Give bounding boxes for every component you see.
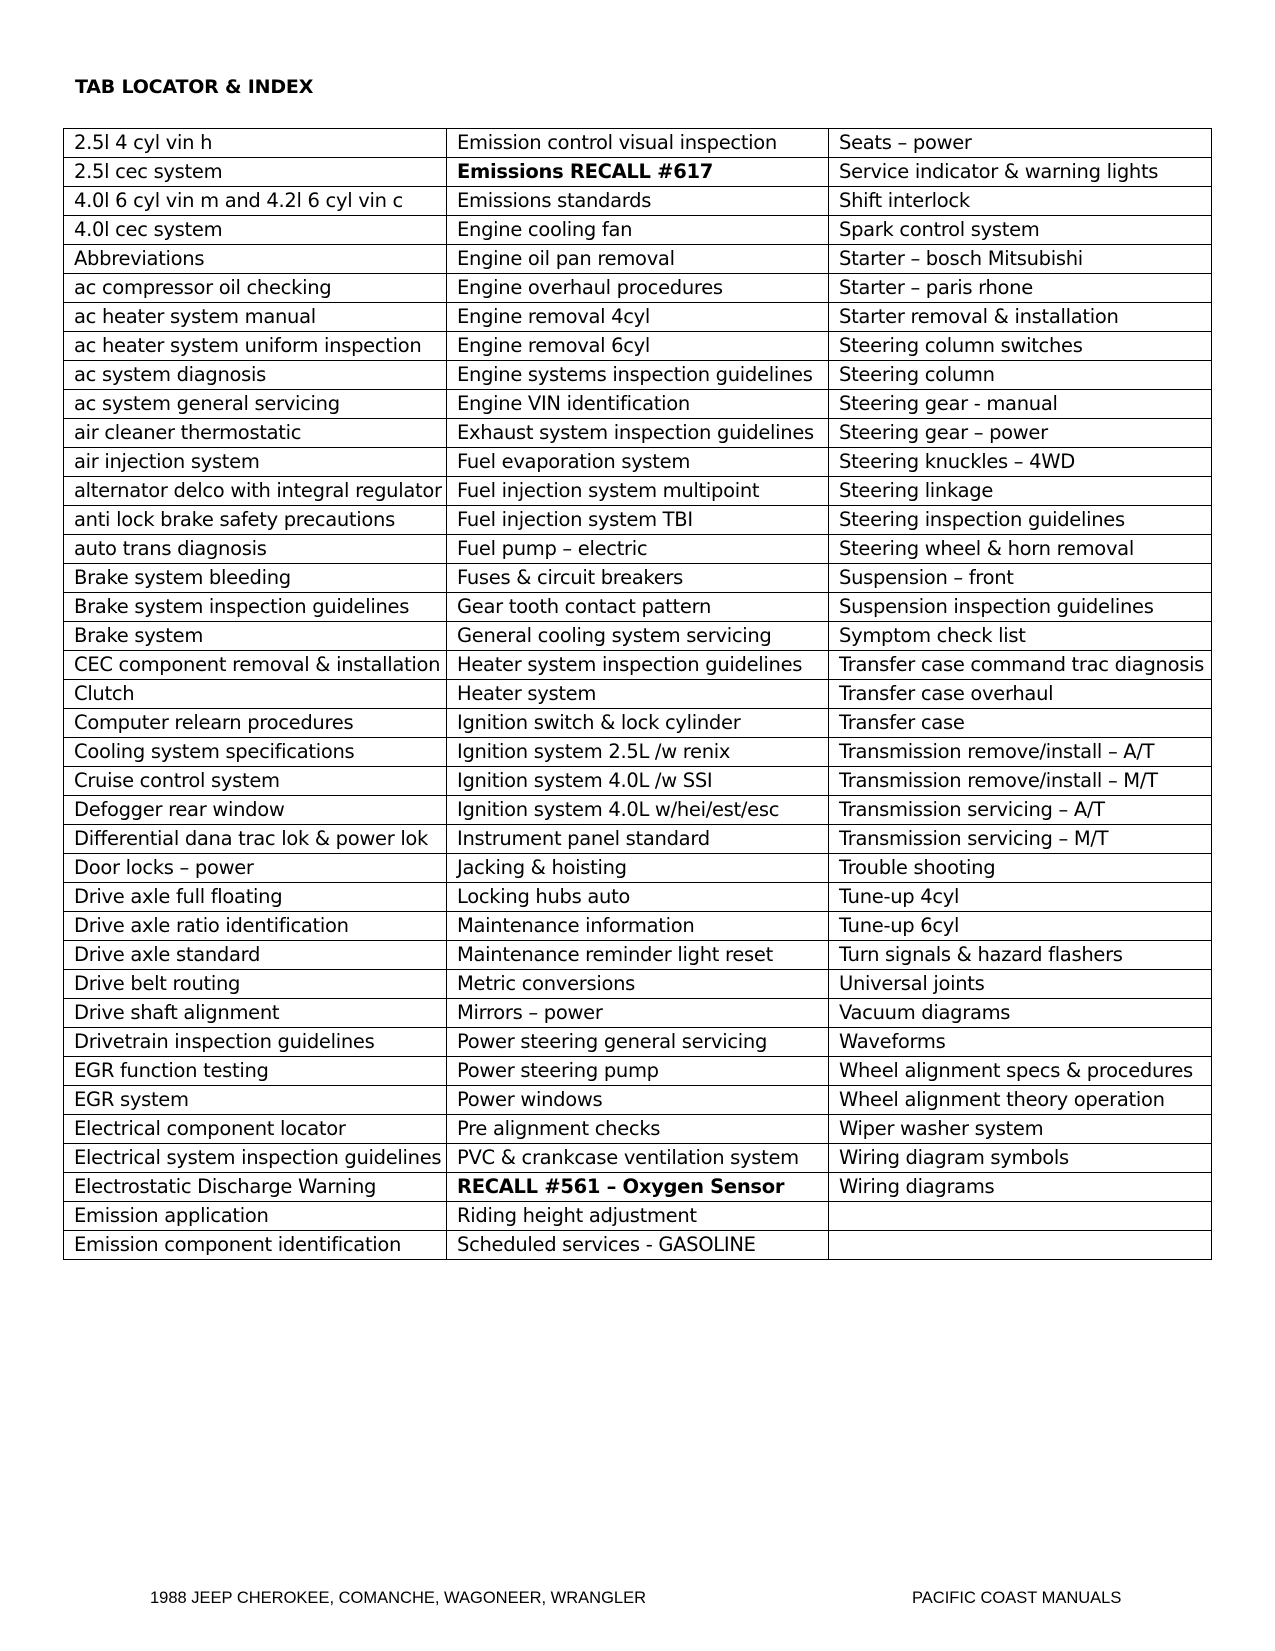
index-entry: Engine removal 6cyl <box>447 332 829 361</box>
table-row <box>64 912 1212 941</box>
index-entry: alternator delco with integral regulator <box>64 477 447 506</box>
index-entry: Engine systems inspection guidelines <box>447 361 829 390</box>
table-row <box>64 1086 1212 1115</box>
table-row <box>64 535 1212 564</box>
table-row <box>64 361 1212 390</box>
index-entry: Universal joints <box>829 970 1212 999</box>
index-entry: Engine overhaul procedures <box>447 274 829 303</box>
index-entry: Mirrors – power <box>447 999 829 1028</box>
index-entry: Abbreviations <box>64 245 447 274</box>
index-entry: Fuel injection system multipoint <box>447 477 829 506</box>
index-entry: EGR function testing <box>64 1057 447 1086</box>
index-entry: Door locks – power <box>64 854 447 883</box>
table-row <box>64 390 1212 419</box>
index-entry: Instrument panel standard <box>447 825 829 854</box>
page-title: TAB LOCATOR & INDEX <box>75 76 314 98</box>
index-entry: Riding height adjustment <box>447 1202 829 1231</box>
index-entry: Drive axle standard <box>64 941 447 970</box>
index-entry: 2.5l 4 cyl vin h <box>64 129 447 158</box>
index-entry: Steering wheel & horn removal <box>829 535 1212 564</box>
index-entry: Emission component identification <box>64 1231 447 1260</box>
table-row <box>64 448 1212 477</box>
index-entry: Starter – paris rhone <box>829 274 1212 303</box>
index-entry: Pre alignment checks <box>447 1115 829 1144</box>
index-entry: Brake system bleeding <box>64 564 447 593</box>
table-row <box>64 883 1212 912</box>
index-entry: Steering inspection guidelines <box>829 506 1212 535</box>
index-entry: Defogger rear window <box>64 796 447 825</box>
index-entry: Steering column <box>829 361 1212 390</box>
index-entry: Tune-up 4cyl <box>829 883 1212 912</box>
index-entry: Transfer case overhaul <box>829 680 1212 709</box>
table-row <box>64 564 1212 593</box>
index-entry: Engine removal 4cyl <box>447 303 829 332</box>
index-entry: ac system diagnosis <box>64 361 447 390</box>
table-row <box>64 941 1212 970</box>
index-entry: Metric conversions <box>447 970 829 999</box>
index-entry: Clutch <box>64 680 447 709</box>
table-row <box>64 709 1212 738</box>
index-entry: Fuel injection system TBI <box>447 506 829 535</box>
index-entry: Drive shaft alignment <box>64 999 447 1028</box>
index-entry: Scheduled services - GASOLINE <box>447 1231 829 1260</box>
index-entry: Engine cooling fan <box>447 216 829 245</box>
index-entry: Drivetrain inspection guidelines <box>64 1028 447 1057</box>
table-row <box>64 970 1212 999</box>
table-row <box>64 1202 1212 1231</box>
index-entry: Computer relearn procedures <box>64 709 447 738</box>
index-entry: Ignition system 4.0L /w SSI <box>447 767 829 796</box>
index-entry: 4.0l 6 cyl vin m and 4.2l 6 cyl vin c <box>64 187 447 216</box>
index-entry: Cooling system specifications <box>64 738 447 767</box>
index-entry: air injection system <box>64 448 447 477</box>
index-entry: Wiper washer system <box>829 1115 1212 1144</box>
index-entry: Emissions RECALL #617 <box>447 158 829 187</box>
index-entry: Spark control system <box>829 216 1212 245</box>
index-entry: Shift interlock <box>829 187 1212 216</box>
index-entry: 4.0l cec system <box>64 216 447 245</box>
index-entry: Symptom check list <box>829 622 1212 651</box>
table-row <box>64 651 1212 680</box>
table-row <box>64 593 1212 622</box>
table-row <box>64 303 1212 332</box>
index-entry: Transmission servicing – M/T <box>829 825 1212 854</box>
index-entry: Emission control visual inspection <box>447 129 829 158</box>
index-entry: Starter – bosch Mitsubishi <box>829 245 1212 274</box>
index-entry: Brake system <box>64 622 447 651</box>
table-row <box>64 825 1212 854</box>
index-entry: Steering gear – power <box>829 419 1212 448</box>
index-entry: Suspension inspection guidelines <box>829 593 1212 622</box>
table-row <box>64 999 1212 1028</box>
index-entry: Transfer case <box>829 709 1212 738</box>
index-entry: Jacking & hoisting <box>447 854 829 883</box>
table-row <box>64 622 1212 651</box>
table-row <box>64 854 1212 883</box>
index-entry: Trouble shooting <box>829 854 1212 883</box>
index-entry: Differential dana trac lok & power lok <box>64 825 447 854</box>
index-entry: Fuses & circuit breakers <box>447 564 829 593</box>
index-entry: Maintenance reminder light reset <box>447 941 829 970</box>
table-row <box>64 216 1212 245</box>
table-row <box>64 738 1212 767</box>
table-row <box>64 506 1212 535</box>
index-entry: ac heater system manual <box>64 303 447 332</box>
index-entry: Heater system inspection guidelines <box>447 651 829 680</box>
index-entry: Seats – power <box>829 129 1212 158</box>
index-entry: Emission application <box>64 1202 447 1231</box>
table-row <box>64 1173 1212 1202</box>
index-entry: Steering linkage <box>829 477 1212 506</box>
index-entry: Transmission remove/install – A/T <box>829 738 1212 767</box>
index-entry: Wiring diagram symbols <box>829 1144 1212 1173</box>
table-row <box>64 477 1212 506</box>
index-entry: Drive belt routing <box>64 970 447 999</box>
index-entry: Fuel evaporation system <box>447 448 829 477</box>
index-entry: PVC & crankcase ventilation system <box>447 1144 829 1173</box>
table-row <box>64 1231 1212 1260</box>
index-entry: Power windows <box>447 1086 829 1115</box>
index-entry: Emissions standards <box>447 187 829 216</box>
table-row <box>64 1115 1212 1144</box>
index-entry: auto trans diagnosis <box>64 535 447 564</box>
table-row <box>64 245 1212 274</box>
index-entry: Drive axle ratio identification <box>64 912 447 941</box>
table-row <box>64 187 1212 216</box>
table-row <box>64 419 1212 448</box>
index-entry: Wheel alignment specs & procedures <box>829 1057 1212 1086</box>
index-entry: EGR system <box>64 1086 447 1115</box>
index-entry: Fuel pump – electric <box>447 535 829 564</box>
index-entry: Maintenance information <box>447 912 829 941</box>
table-row <box>64 796 1212 825</box>
index-table-body <box>64 129 1212 1260</box>
index-entry: ac system general servicing <box>64 390 447 419</box>
index-entry: Ignition system 4.0L w/hei/est/esc <box>447 796 829 825</box>
index-entry: Electrostatic Discharge Warning <box>64 1173 447 1202</box>
index-entry: air cleaner thermostatic <box>64 419 447 448</box>
index-table <box>63 128 1212 1260</box>
index-entry: Power steering pump <box>447 1057 829 1086</box>
index-entry: Wheel alignment theory operation <box>829 1086 1212 1115</box>
index-entry: Steering knuckles – 4WD <box>829 448 1212 477</box>
index-entry: Wiring diagrams <box>829 1173 1212 1202</box>
index-entry: Turn signals & hazard flashers <box>829 941 1212 970</box>
index-entry: Transmission remove/install – M/T <box>829 767 1212 796</box>
table-row <box>64 158 1212 187</box>
index-entry <box>829 1202 1212 1231</box>
index-entry: Steering gear - manual <box>829 390 1212 419</box>
index-entry: Vacuum diagrams <box>829 999 1212 1028</box>
table-row <box>64 680 1212 709</box>
index-entry: ac heater system uniform inspection <box>64 332 447 361</box>
index-entry: Ignition system 2.5L /w renix <box>447 738 829 767</box>
table-row <box>64 1144 1212 1173</box>
index-entry: 2.5l cec system <box>64 158 447 187</box>
index-entry: General cooling system servicing <box>447 622 829 651</box>
index-entry: Waveforms <box>829 1028 1212 1057</box>
index-entry: Transmission servicing – A/T <box>829 796 1212 825</box>
index-entry: Brake system inspection guidelines <box>64 593 447 622</box>
index-entry: Transfer case command trac diagnosis <box>829 651 1212 680</box>
table-row <box>64 274 1212 303</box>
index-entry: Exhaust system inspection guidelines <box>447 419 829 448</box>
index-entry: Locking hubs auto <box>447 883 829 912</box>
table-row <box>64 1057 1212 1086</box>
index-entry: Starter removal & installation <box>829 303 1212 332</box>
index-entry: Electrical system inspection guidelines <box>64 1144 447 1173</box>
index-entry: Power steering general servicing <box>447 1028 829 1057</box>
footer-publisher: PACIFIC COAST MANUALS <box>912 1589 1122 1607</box>
index-entry: Tune-up 6cyl <box>829 912 1212 941</box>
index-entry: RECALL #561 – Oxygen Sensor <box>447 1173 829 1202</box>
table-row <box>64 767 1212 796</box>
footer-vehicle-title: 1988 JEEP CHEROKEE, COMANCHE, WAGONEER, WRANGLER <box>150 1589 647 1607</box>
index-entry: Electrical component locator <box>64 1115 447 1144</box>
table-row <box>64 129 1212 158</box>
index-entry: Heater system <box>447 680 829 709</box>
index-entry: Ignition switch & lock cylinder <box>447 709 829 738</box>
index-entry: Cruise control system <box>64 767 447 796</box>
table-row <box>64 1028 1212 1057</box>
index-entry: ac compressor oil checking <box>64 274 447 303</box>
index-entry: Engine VIN identification <box>447 390 829 419</box>
table-row <box>64 332 1212 361</box>
index-entry: Drive axle full floating <box>64 883 447 912</box>
index-entry: Engine oil pan removal <box>447 245 829 274</box>
index-entry: anti lock brake safety precautions <box>64 506 447 535</box>
index-entry: Service indicator & warning lights <box>829 158 1212 187</box>
index-entry <box>829 1231 1212 1260</box>
index-entry: Steering column switches <box>829 332 1212 361</box>
index-entry: Suspension – front <box>829 564 1212 593</box>
index-entry: CEC component removal & installation <box>64 651 447 680</box>
index-entry: Gear tooth contact pattern <box>447 593 829 622</box>
